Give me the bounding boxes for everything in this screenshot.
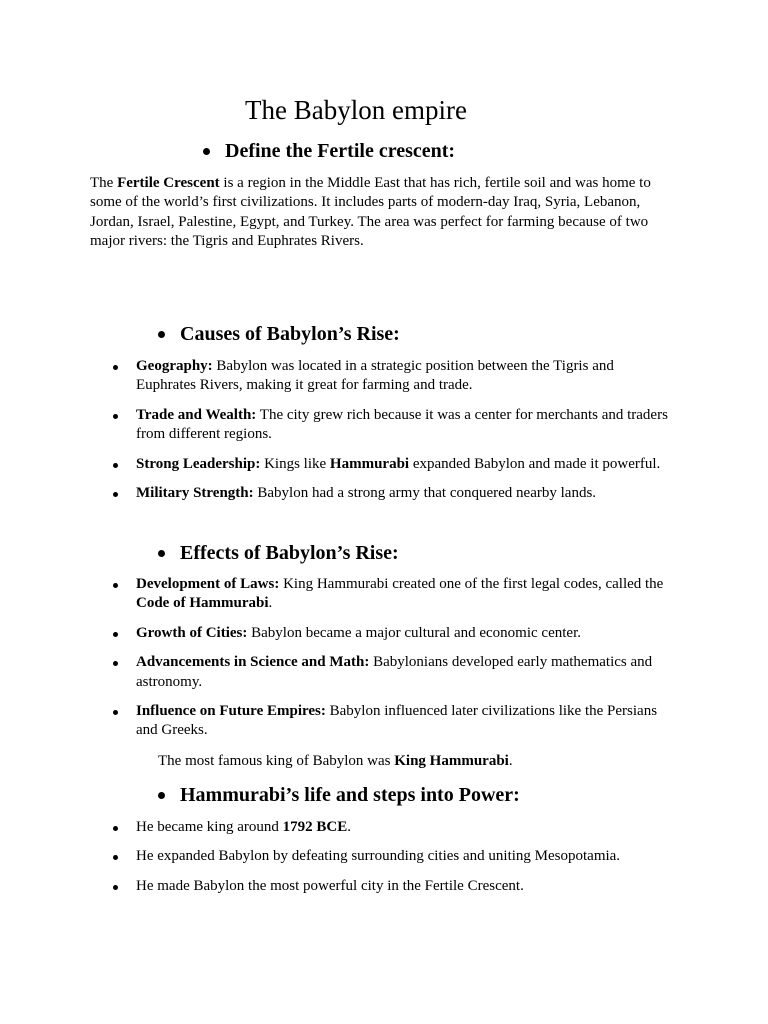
bullet-icon [113,826,118,831]
list-item [0,357,676,396]
para-bold: Fertile Crescent [117,175,220,191]
list-item [0,818,676,837]
item-text: He became king around [136,819,283,835]
bullet-icon [203,148,210,155]
item-bold: Growth of Cities: [136,624,248,641]
famous-king-note [158,752,513,771]
bullet-icon [113,885,118,890]
bullet-icon [113,855,118,860]
heading-fertile-crescent [203,138,455,164]
heading-causes [158,321,400,347]
item-text: Babylon had a strong army that conquered nearby lands. [253,485,597,502]
bullet-icon [113,710,118,715]
bullet-icon [113,414,118,419]
list-item [0,877,676,896]
item-text: Kings like [260,455,330,472]
item-text: . [347,819,351,835]
bullet-icon [113,583,118,588]
item-bold: Code of Hammurabi [136,595,269,612]
bullet-icon [158,792,165,799]
list-item [0,406,676,445]
bullet-icon [113,463,118,468]
fertile-crescent-paragraph [90,174,670,252]
heading-text: Define the Fertile crescent: [225,140,456,162]
effects-list [0,575,676,741]
bullet-icon [113,661,118,666]
item-bold: Hammurabi [329,455,410,472]
item-text: . [268,595,273,612]
bullet-icon [113,492,118,497]
item-text: Babylon was located in a strategic position between the Tigris and Euphrates Rivers, making it great for farming and trade. [136,358,614,394]
note-text: The most famous king of Babylon was [158,753,395,769]
para-text: The [90,175,118,191]
para-text: is a region in the Middle East that has rich, fertile soil and was home to some of the world’s first civilizations. It includes parts of modern-day Iraq, Syria, Lebanon, Jordan, Israel, Palestine, Egypt, and Turkey. The area was perfect for farming because of two major rivers: the Tigris and Euphrates Rivers. [90,175,651,250]
heading-hammurabi [158,782,520,808]
item-text: Babylon influenced later civilizations like the Persians and Greeks. [136,703,658,739]
item-bold: 1792 BCE [282,819,348,835]
list-item [0,484,676,503]
item-text: He expanded Babylon by defeating surrounding cities and uniting Mesopotamia. [136,848,621,865]
item-text: Babylon became a major cultural and economic center. [247,624,581,641]
list-item [0,702,676,741]
bullet-icon [113,632,118,637]
hammurabi-list [0,818,676,896]
item-bold: Geography: [136,358,213,374]
bullet-icon [113,365,118,370]
item-text: expanded Babylon and made it powerful. [409,455,661,472]
item-bold: Development of Laws: [136,576,280,592]
list-item [0,455,676,474]
heading-text: Causes of Babylon’s Rise: [180,323,400,345]
heading-text: Effects of Babylon’s Rise: [180,542,399,564]
item-bold: Advancements in Science and Math: [136,654,370,671]
bullet-icon [158,550,165,557]
list-item [0,624,676,643]
list-item [0,575,676,614]
item-bold: Military Strength: [136,485,254,502]
item-text: He made Babylon the most powerful city in the Fertile Crescent. [136,877,524,894]
note-text: . [508,753,513,769]
item-text: Babylonians developed early mathematics and astronomy. [136,654,653,690]
note-bold: King Hammurabi [394,753,509,769]
heading-effects [158,540,399,566]
causes-list [0,357,676,503]
list-item [0,653,676,692]
document-title: The Babylon empire [245,95,467,125]
item-bold: Trade and Wealth: [136,406,257,423]
item-text: King Hammurabi created one of the first legal codes, called the [279,576,664,592]
list-item [0,847,676,866]
bullet-icon [158,331,165,338]
heading-text: Hammurabi’s life and steps into Power: [180,784,520,806]
item-text: The city grew rich because it was a center for merchants and traders from different regions. [136,406,668,443]
item-bold: Influence on Future Empires: [136,703,326,720]
item-bold: Strong Leadership: [136,455,261,472]
